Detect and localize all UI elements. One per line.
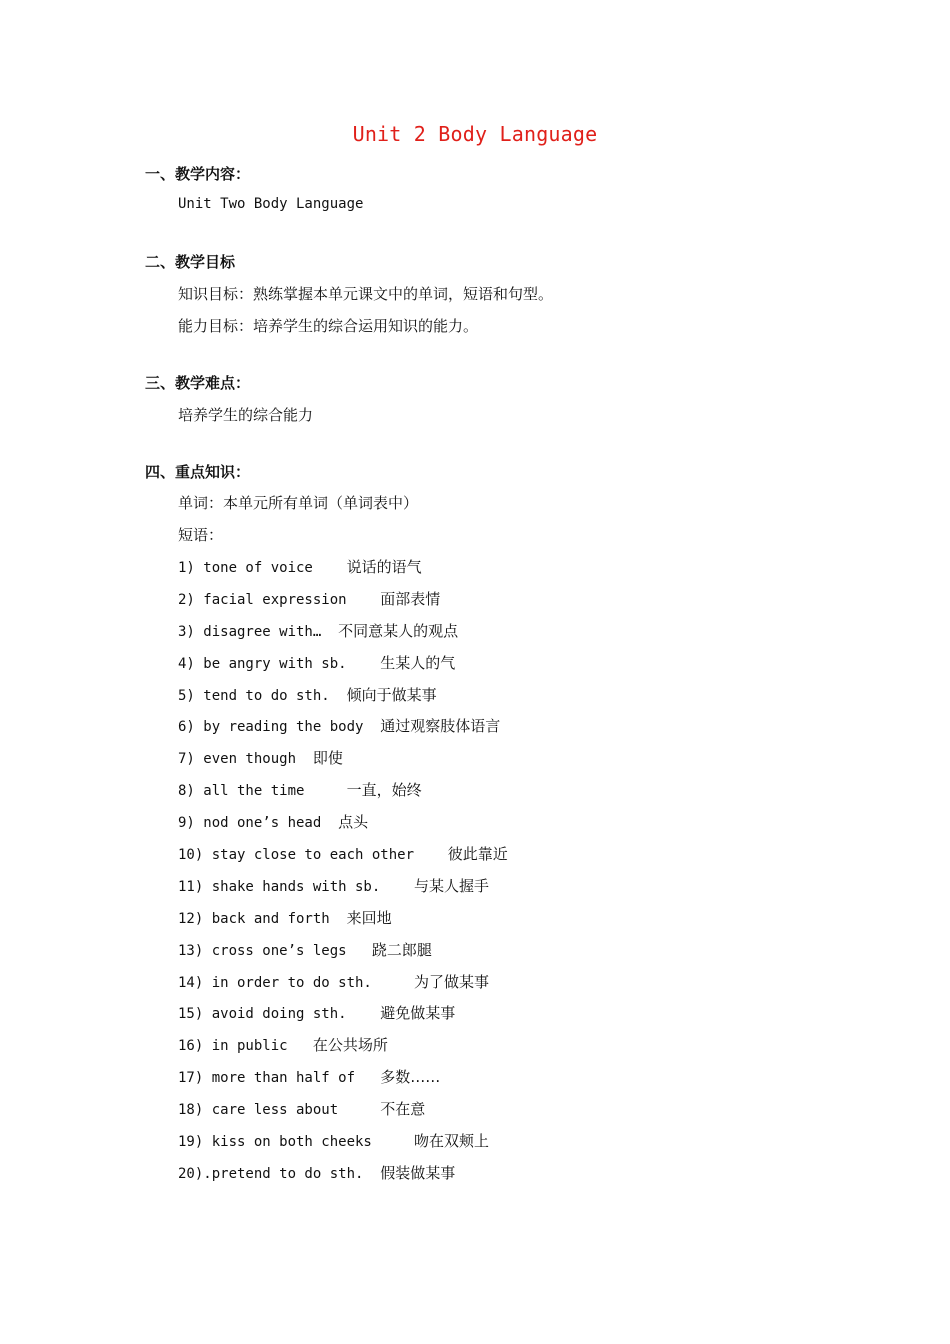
list-item: [178, 1129, 508, 1161]
list-item: [178, 1161, 508, 1193]
phrase-english: 19) kiss on both cheeks: [178, 1134, 415, 1151]
section-line: 知识目标：熟练掌握本单元课文中的单词，短语和句型。: [178, 285, 554, 303]
phrase-english: 3) disagree with…: [178, 623, 339, 640]
phrase-chinese: 吻在双颊上: [414, 1132, 490, 1151]
phrase-chinese: 一直，始终: [346, 781, 422, 800]
list-item: [178, 906, 508, 938]
phrase-chinese: 面部表情: [380, 589, 441, 608]
section-line: 培养学生的综合能力: [178, 406, 314, 424]
list-item: [178, 619, 508, 651]
phrase-english: 6) by reading the body: [178, 719, 381, 736]
section-line: 短语：: [178, 526, 224, 544]
phrase-chinese: 倾向于做某事: [346, 685, 437, 704]
phrase-chinese: 跷二郎腿: [371, 940, 432, 959]
phrase-chinese: 不在意: [380, 1100, 426, 1119]
list-item: [178, 1001, 508, 1033]
list-item: [178, 874, 508, 906]
section-heading-key-points: 四、重点知识：: [145, 463, 251, 481]
list-item: [178, 714, 508, 746]
phrase-chinese: 假装做某事: [380, 1163, 456, 1182]
phrase-english: 5) tend to do sth.: [178, 687, 347, 704]
phrase-chinese: 与某人握手: [414, 876, 490, 895]
list-item: [178, 587, 508, 619]
phrase-chinese: 不同意某人的观点: [338, 621, 459, 640]
phrase-chinese: 多数……: [380, 1068, 441, 1087]
phrase-english: 8) all the time: [178, 783, 347, 800]
list-item: [178, 1065, 508, 1097]
phrase-english: 20).pretend to do sth.: [178, 1165, 381, 1182]
list-item: [178, 683, 508, 715]
phrase-chinese: 来回地: [346, 908, 392, 927]
phrase-english: 14) in order to do sth.: [178, 974, 415, 991]
section-heading-content: 一、教学内容：: [145, 165, 251, 183]
section-heading-difficulty: 三、教学难点：: [145, 374, 251, 392]
section-line: Unit Two Body Language: [178, 196, 364, 212]
phrase-english: 1) tone of voice: [178, 560, 347, 576]
document-title: Unit 2 Body Language: [352, 122, 598, 146]
phrase-english: 9) nod one’s head: [178, 815, 339, 832]
phrase-english: 15) avoid doing sth.: [178, 1006, 381, 1023]
list-item: [178, 746, 508, 778]
list-item: [178, 842, 508, 874]
phrase-chinese: 通过观察肢体语言: [380, 717, 501, 736]
phrase-english: 12) back and forth: [178, 910, 347, 927]
phrase-chinese: 为了做某事: [414, 972, 490, 991]
phrase-english: 7) even though: [178, 751, 313, 768]
section-heading-goals: 二、教学目标: [145, 253, 236, 271]
phrase-chinese: 即使: [312, 749, 343, 768]
list-item: [178, 1033, 508, 1065]
section-line: 能力目标：培养学生的综合运用知识的能力。: [178, 317, 479, 335]
list-item: [178, 555, 508, 587]
phrase-english: 11) shake hands with sb.: [178, 878, 415, 895]
phrase-english: 2) facial expression: [178, 591, 381, 608]
phrase-english: 16) in public: [178, 1038, 313, 1055]
phrase-chinese: 说话的语气: [346, 558, 422, 576]
phrase-english: 13) cross one’s legs: [178, 942, 372, 959]
section-line: 单词：本单元所有单词（单词表中）: [178, 494, 419, 512]
list-item: [178, 651, 508, 683]
phrase-english: 17) more than half of: [178, 1070, 381, 1087]
list-item: [178, 810, 508, 842]
phrase-english: 18) care less about: [178, 1102, 381, 1119]
phrase-english: 10) stay close to each other: [178, 847, 448, 864]
list-item: [178, 970, 508, 1002]
list-item: [178, 938, 508, 970]
list-item: [178, 1097, 508, 1129]
phrase-chinese: 避免做某事: [380, 1004, 456, 1023]
phrase-chinese: 在公共场所: [312, 1036, 388, 1055]
phrase-chinese: 彼此靠近: [447, 845, 508, 864]
phrase-list: [178, 555, 508, 1193]
phrase-chinese: 点头: [338, 813, 369, 832]
phrase-english: 4) be angry with sb.: [178, 655, 381, 672]
list-item: [178, 778, 508, 810]
phrase-chinese: 生某人的气: [380, 653, 456, 672]
